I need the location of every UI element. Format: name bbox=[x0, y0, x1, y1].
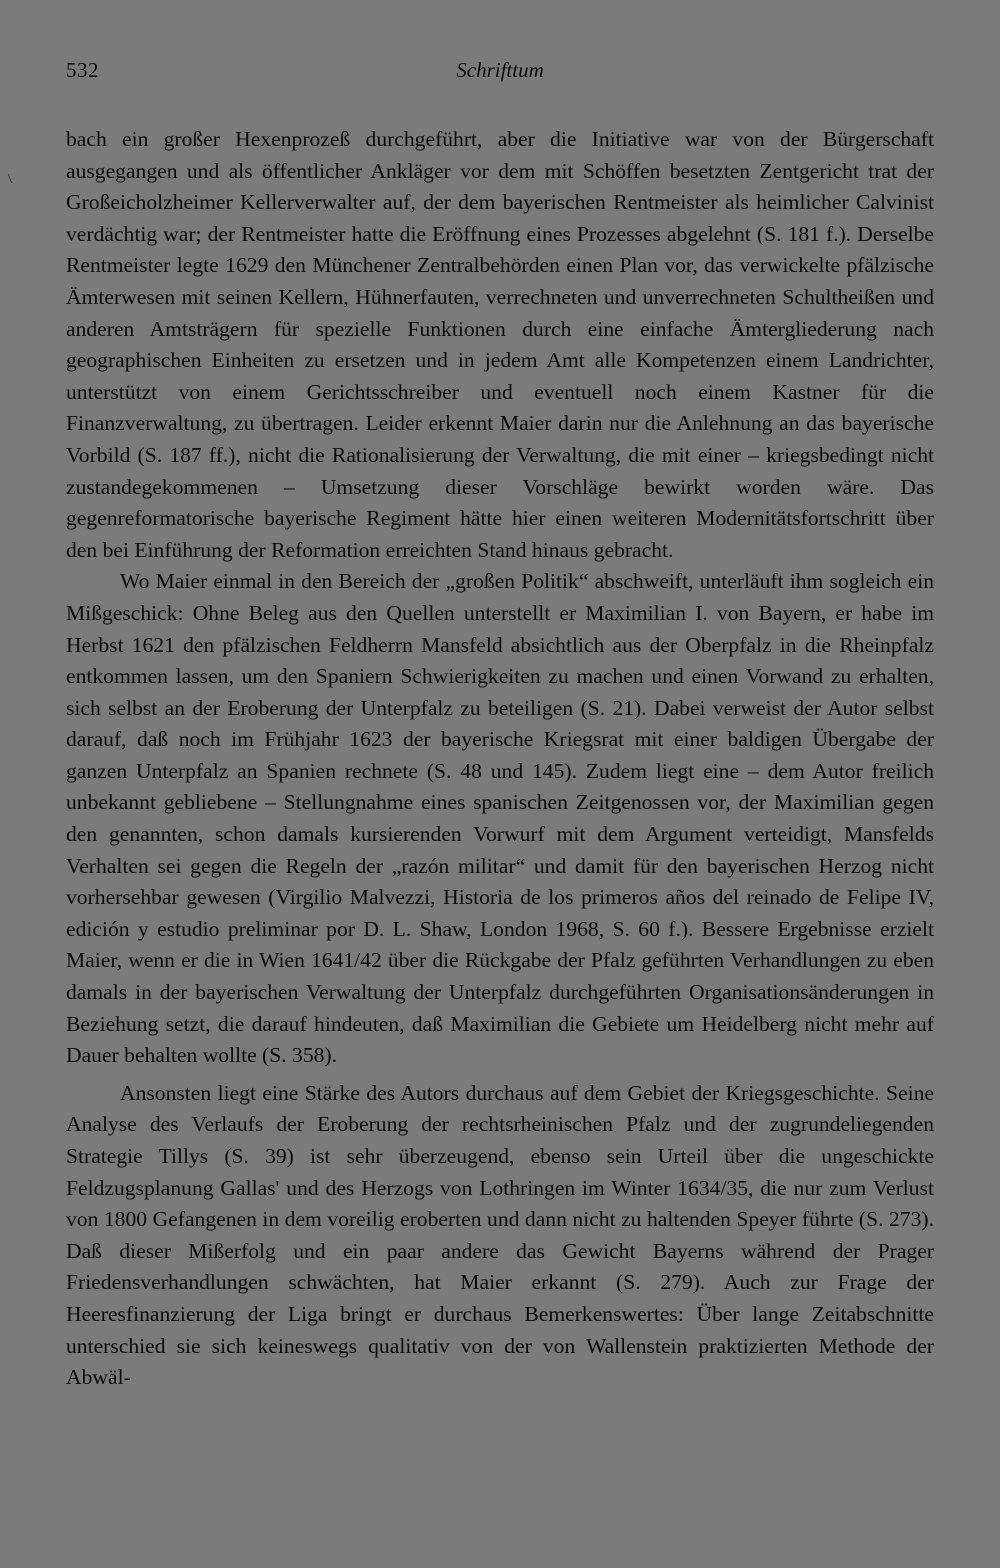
paragraph: Ansonsten liegt eine Stärke des Autors durchaus auf dem Gebiet der Kriegsgeschichte. Seine Analyse des Verlaufs der Eroberung der rechtsrheinischen Pfalz und der zugrundeliegenden Strategie Tillys (S. 39) ist sehr überzeugend, ebenso sein Urteil über die ungeschickte Feldzugsplanung Gallas' und des Herzogs von Lothringen im Winter 1634/35, die nur zum Verlust von 1800 Gefangenen in dem voreilig eroberten und dann nicht zu haltenden Speyer führte (S. 273). Daß dieser Mißerfolg und ein paar andere das Gewicht Bayerns während der Prager Friedensverhandlungen schwächten, hat Maier erkannt (S. 279). Auch zur Frage der Heeresfinanzierung der Liga bringt er durchaus Bemerkenswertes: Über lange Zeitabschnitte unterschied sie sich keineswegs qualitativ von der von Wallenstein praktizierten Methode der Abwäl- bbox=[66, 1080, 934, 1390]
page-header bbox=[66, 58, 934, 94]
margin-mark: \ bbox=[8, 172, 12, 187]
running-title: Schrifttum bbox=[456, 58, 544, 82]
paragraph: bach ein großer Hexenprozeß durchgeführt, aber die Initiative war von der Bürgerschaft ausgegangen und als öffentlicher Ankläger vor dem mit Schöffen besetzten Zentgericht trat der Großeicholzheimer Kellerverwalter auf, der dem bayerischen Rentmeister als heimlicher Calvinist verdächtig war; der Rentmeister hatte die Eröffnung eines Prozesses abgelehnt (S. 181 f.). Derselbe Rentmeister legte 1629 den Münchener Zentralbehörden einen Plan vor, das verwickelte pfälzische Ämterwesen mit seinen Kellern, Hühnerfauten, verrechneten und unverrechneten Schultheißen und anderen Amtsträgern für spezielle Funktionen durch eine einfache Ämtergliederung nach geographischen Einheiten zu ersetzen und in jedem Amt alle Kompetenzen einem Landrichter, unterstützt von einem Gerichtsschreiber und eventuell noch einem Kastner für die Finanzverwaltung, zu übertragen. Leider erkennt Maier darin nur die Anlehnung an das bayerische Vorbild (S. 187 ff.), nicht die Rationalisierung der Verwaltung, die mit einer – kriegsbedingt nicht zustandegekommenen – Umsetzung dieser Vorschläge bewirkt worden wäre. Das gegenreformatorische bayerische Regiment hätte hier einen weiteren Modernitätsfortschritt über den bei Einführung der Reformation erreichten Stand hinaus gebracht. bbox=[66, 127, 934, 562]
body-text bbox=[66, 124, 934, 1394]
page-number: 532 bbox=[66, 58, 99, 82]
paragraph: Wo Maier einmal in den Bereich der „großen Politik“ abschweift, unterläuft ihm sogleich ein Mißgeschick: Ohne Beleg aus den Quellen unterstellt er Maximilian I. von Bayern, er habe im Herbst 1621 den pfälzischen Feldherrn Mansfeld absichtlich aus der Oberpfalz in die Rheinpfalz entkommen lassen, um den Spaniern Schwierigkeiten zu machen und einen Vorwand zu erhalten, sich selbst an der Eroberung der Unterpfalz zu beteiligen (S. 21). Dabei verweist der Autor selbst darauf, daß noch im Frühjahr 1623 der bayerische Kriegsrat mit einer baldigen Übergabe der ganzen Unterpfalz an Spanien rechnete (S. 48 und 145). Zudem liegt eine – dem Autor freilich unbekannt gebliebene – Stellungnahme eines spanischen Zeitgenossen vor, der Maximilian gegen den genannten, schon damals kursierenden Vorwurf mit dem Argument verteidigt, Mansfelds Verhalten sei gegen die Regeln der „razón militar“ und damit für den bayerischen Herzog nicht vorhersehbar gewesen (Virgilio Malvezzi, Historia de los primeros años del reinado de Felipe IV, edición y estudio preliminar por D. L. Shaw, London 1968, S. 60 f.). Bessere Ergebnisse erzielt Maier, wenn er die in Wien 1641/42 über die Rückgabe der Pfalz geführten Verhandlungen zu eben damals in der bayerischen Verwaltung der Unterpfalz durchgeführten Organisationsänderungen in Beziehung setzt, die darauf hindeuten, daß Maximilian die Gebiete um Heidelberg nicht mehr auf Dauer behalten wollte (S. 358). bbox=[66, 569, 934, 1068]
